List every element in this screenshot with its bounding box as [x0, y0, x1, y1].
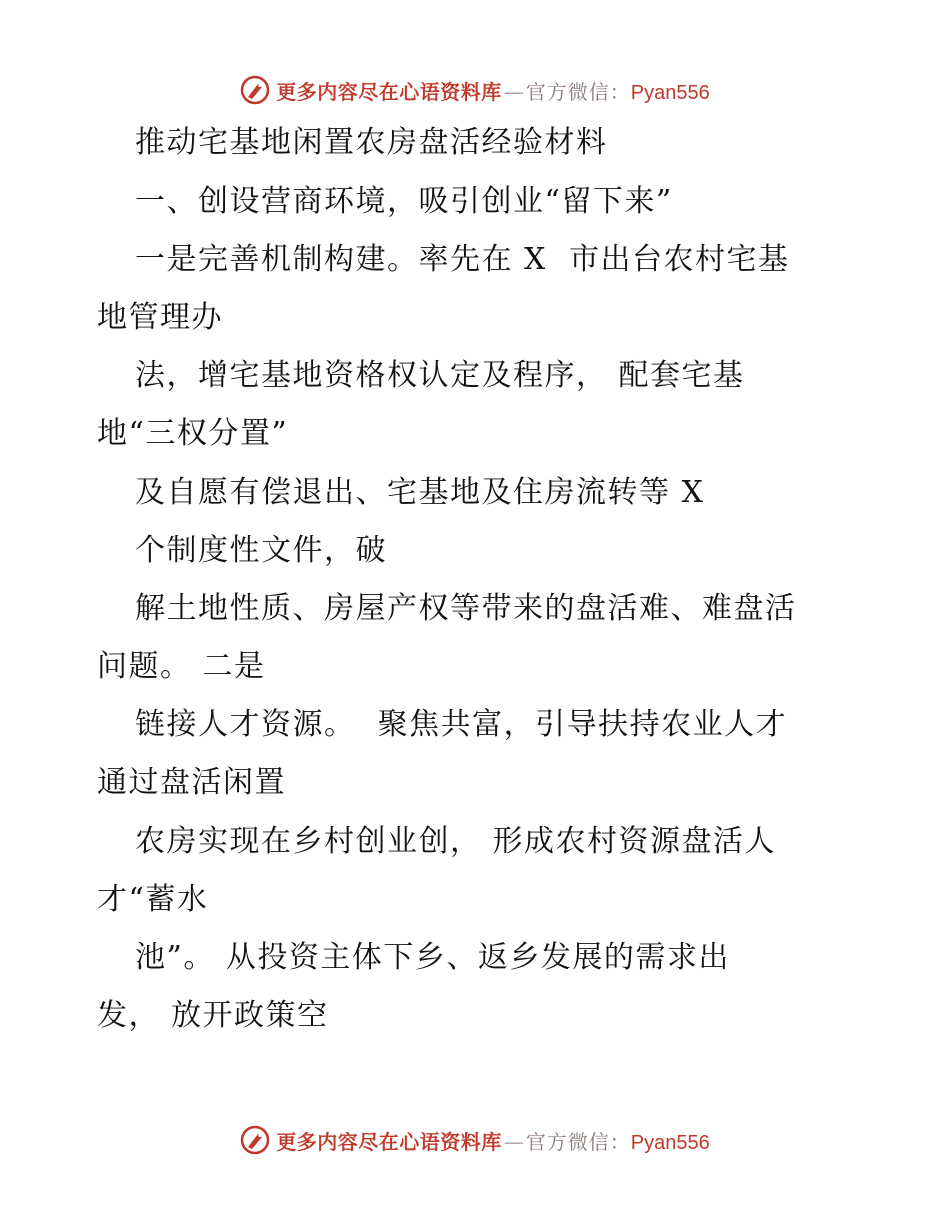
- paragraph-line: 解土地性质、房屋产权等带来的盘活难、难盘活: [135, 591, 797, 626]
- watermark-text: [276, 1126, 709, 1155]
- paragraph-line: 及自愿有偿退出、宅基地及住房流转等 X: [135, 475, 705, 510]
- header-watermark: [0, 70, 950, 110]
- section-heading: 一、创设营商环境，吸引创业“留下来”: [135, 184, 673, 219]
- watermark-main-text: 更多内容尽在心语资料库: [276, 79, 502, 104]
- paragraph-line: 池”。 从投资主体下乡、返乡发展的需求出: [135, 940, 730, 975]
- footer-watermark: [0, 1120, 950, 1160]
- paragraph-line: 才“蓄水: [97, 882, 209, 917]
- paragraph-line: 地管理办: [97, 300, 223, 335]
- watermark-wechat-label: 官方微信：: [525, 79, 631, 104]
- paragraph-line: 通过盘活闲置: [97, 765, 286, 800]
- watermark-main-text: 更多内容尽在心语资料库: [276, 1129, 502, 1154]
- paragraph-line: 农房实现在乡村创业创， 形成农村资源盘活人: [135, 824, 777, 859]
- watermark-wechat-id: Pyan556: [630, 1131, 710, 1154]
- paragraph-line: 地“三权分置”: [97, 416, 289, 451]
- watermark-text: [276, 76, 709, 105]
- paragraph-line: 链接人才资源。 聚焦共富，引导扶持农业人才: [135, 707, 788, 742]
- watermark-separator: —: [503, 79, 524, 104]
- pen-nib-logo-icon: [240, 1125, 270, 1155]
- paragraph-line: 个制度性文件，破: [135, 533, 387, 568]
- document-title: 推动宅基地闲置农房盘活经验材料: [135, 125, 608, 160]
- watermark-wechat-id: Pyan556: [630, 81, 710, 104]
- paragraph-line: 法，增宅基地资格权认定及程序， 配套宅基: [135, 358, 745, 393]
- watermark-wechat-label: 官方微信：: [525, 1129, 631, 1154]
- paragraph-line: 发， 放开政策空: [97, 998, 329, 1033]
- paragraph-line: 问题。 二是: [97, 649, 266, 684]
- pen-nib-logo-icon: [240, 75, 270, 105]
- watermark-separator: —: [503, 1129, 524, 1154]
- paragraph-line: 一是完善机制构建。率先在 X 市出台农村宅基: [135, 242, 790, 277]
